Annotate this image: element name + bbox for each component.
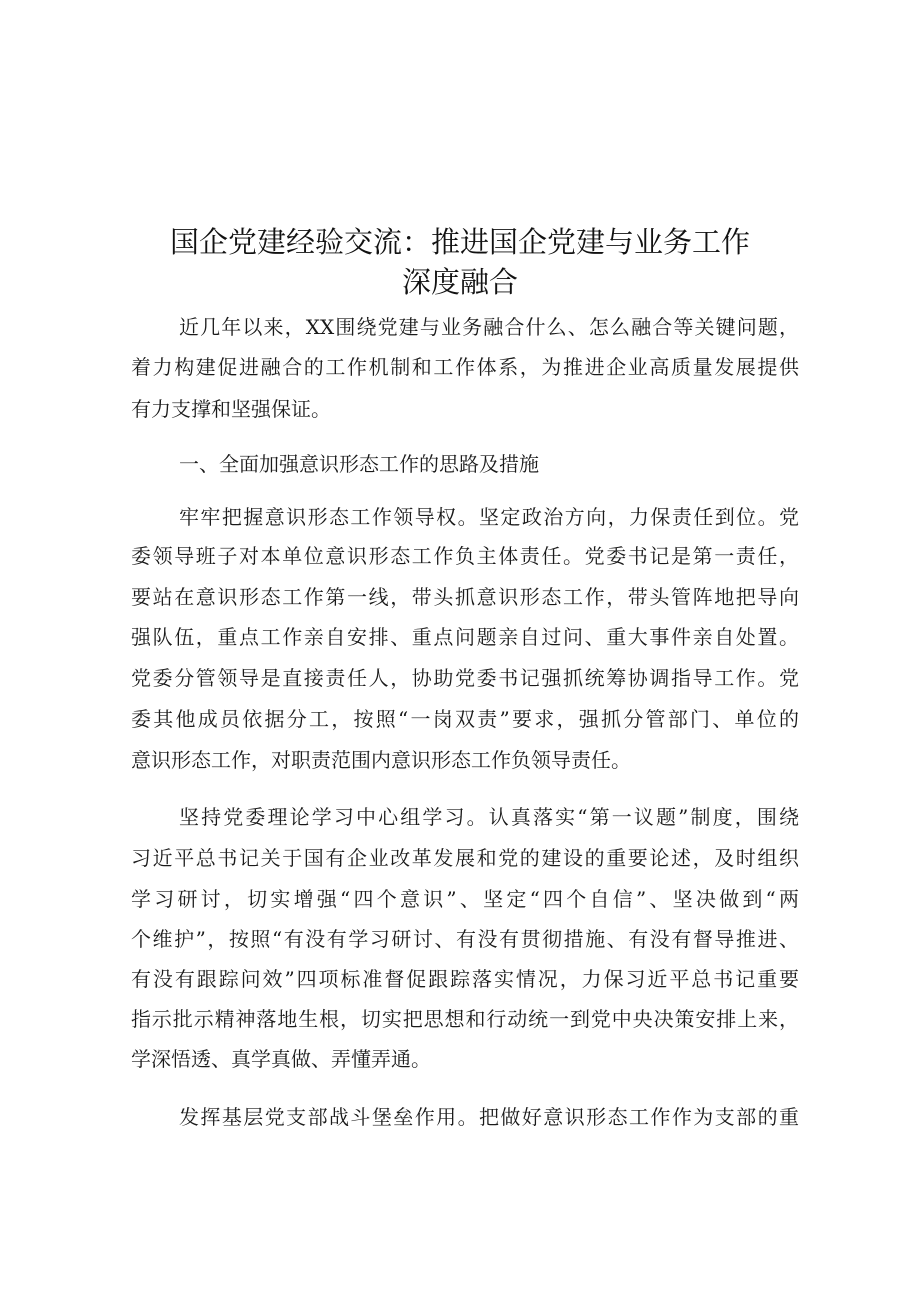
paragraph-line: 习近平总书记关于国有企业改革发展和党的建设的重要论述，及时组织: [131, 846, 799, 870]
paragraph-line: 委其他成员依据分工，按照“一岗双责”要求，强抓分管部门、单位的: [131, 707, 799, 731]
paragraph-line: 党委分管领导是直接责任人，协助党委书记强抓统筹协调指导工作。党: [131, 666, 799, 690]
paragraph-line: 发挥基层党支部战斗堡垒作用。把做好意识形态工作作为支部的重: [179, 1105, 799, 1129]
document-title-line-2: 深度融合: [401, 265, 518, 299]
paragraph-line: 学深悟透、真学真做、弄懂弄通。: [131, 1047, 431, 1071]
paragraph-line: 委领导班子对本单位意识形态工作负主体责任。党委书记是第一责任，: [131, 544, 799, 568]
section-heading: 一、全面加强意识形态工作的思路及措施: [179, 452, 539, 476]
document-title-line-1: 国企党建经验交流：推进国企党建与业务工作: [169, 225, 750, 259]
paragraph-line: 有没有跟踪问效”四项标准督促跟踪落实情况，力保习近平总书记重要: [131, 967, 799, 991]
paragraph-line: 坚持党委理论学习中心组学习。认真落实“第一议题”制度，围绕: [179, 805, 799, 829]
paragraph-line: 有力支撑和坚强保证。: [131, 397, 331, 421]
paragraph-line: 牢牢把握意识形态工作领导权。坚定政治方向，力保责任到位。党: [179, 505, 799, 529]
paragraph-line: 近几年以来，XX围绕党建与业务融合什么、怎么融合等关键问题，: [179, 315, 799, 339]
paragraph-line: 个维护”，按照“有没有学习研讨、有没有贯彻措施、有没有督导推进、: [131, 927, 799, 951]
paragraph-line: 着力构建促进融合的工作机制和工作体系，为推进企业高质量发展提供: [131, 355, 799, 379]
paragraph-line: 学习研讨，切实增强“四个意识”、坚定“四个自信”、坚决做到“两: [131, 887, 799, 911]
paragraph-line: 要站在意识形态工作第一线，带头抓意识形态工作，带头管阵地把导向: [131, 585, 799, 609]
paragraph-line: 强队伍，重点工作亲自安排、重点问题亲自过问、重大事件亲自处置。: [131, 625, 799, 649]
paragraph-line: 指示批示精神落地生根，切实把思想和行动统一到党中央决策安排上来，: [131, 1007, 799, 1031]
paragraph-line: 意识形态工作，对职责范围内意识形态工作负领导责任。: [131, 748, 631, 772]
